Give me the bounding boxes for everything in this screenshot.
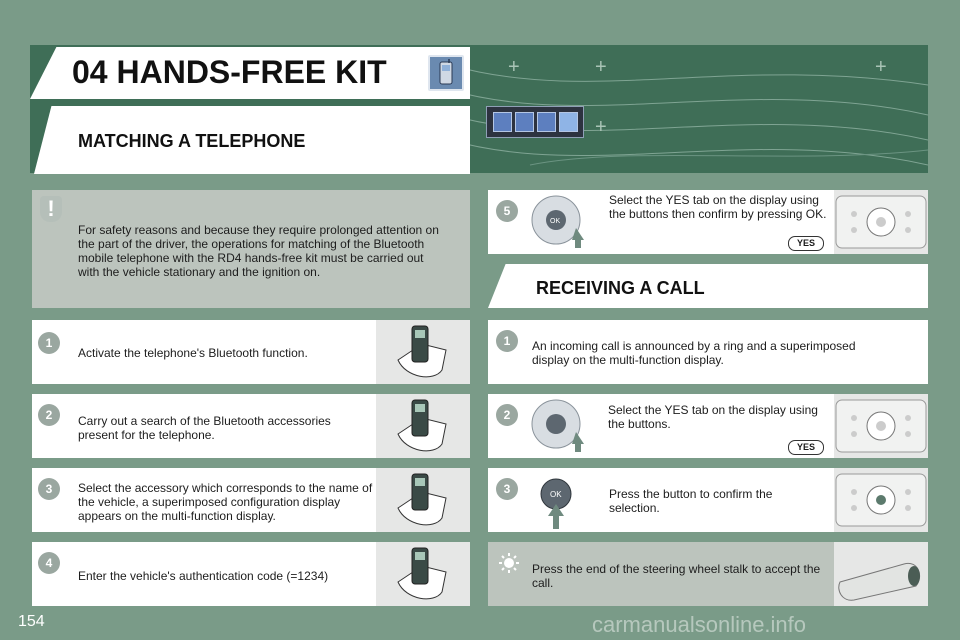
display-thumb (537, 112, 556, 132)
step-number-badge: 3 (38, 478, 60, 500)
watermark: carmanualsonline.info (592, 612, 807, 637)
matching-step-text: Activate the telephone's Bluetooth function. (78, 346, 308, 360)
section-title-receiving: RECEIVING A CALL (536, 278, 705, 298)
ok-button-icon (536, 472, 576, 532)
receiving-step-text: Select the YES tab on the display using the buttons. (608, 403, 818, 431)
step-number-badge: 3 (496, 478, 518, 500)
direction-pad-icon (528, 396, 588, 454)
section-title-matching: MATCHING A TELEPHONE (78, 131, 306, 151)
receiving-step-text: Press the button to confirm the selection. (609, 487, 773, 515)
svg-text:+: + (595, 116, 607, 138)
control-panel-illustration (834, 468, 928, 532)
steering-stalk-illustration (834, 542, 928, 606)
step-number-badge: 2 (496, 404, 518, 426)
warning-text: For safety reasons and because they require prolonged attention on the part of the driver, the operations for matching of the Bluetooth mobile telephone with the RD4 hands-free kit must be carried out with the vehicle stationary and the ignition on. (78, 223, 439, 279)
control-panel-illustration (834, 190, 928, 254)
svg-text:+: + (595, 56, 607, 78)
receiving-step-text: An incoming call is announced by a ring and a superimposed display on the multi-function display. (532, 339, 856, 367)
hand-phone-illustration (376, 320, 470, 384)
page-title: 04 HANDS-FREE KIT (72, 54, 387, 90)
matching-step-text: Select the accessory which corresponds to the name of the vehicle, a superimposed configuration display appears on the multi-function display. (78, 481, 373, 523)
step-number-badge: 4 (38, 552, 60, 574)
svg-text:OK: OK (550, 218, 561, 225)
svg-text:+: + (875, 56, 887, 78)
matching-step-text: Enter the vehicle's authentication code (=1234) (78, 569, 329, 583)
svg-text:OK: OK (550, 490, 562, 499)
step-number-badge: 1 (38, 332, 60, 354)
tip-text: Press the end of the steering wheel stalk to accept the call. (532, 562, 821, 590)
direction-pad-icon (528, 192, 588, 250)
step-number-badge: 1 (496, 330, 518, 352)
control-panel-illustration (834, 394, 928, 458)
display-thumb (515, 112, 534, 132)
phone-icon (428, 55, 464, 91)
yes-tab-badge: YES (788, 236, 824, 251)
yes-tab-badge: YES (788, 440, 824, 455)
hand-phone-illustration (376, 542, 470, 606)
page-number: 154 (18, 613, 45, 630)
display-thumb (559, 112, 578, 132)
step-number-badge: 5 (496, 200, 518, 222)
hand-phone-illustration (376, 394, 470, 458)
step-number-badge: 2 (38, 404, 60, 426)
display-thumb (493, 112, 512, 132)
matching-step-text: Carry out a search of the Bluetooth accessories present for the telephone. (78, 414, 331, 442)
warning-icon: ! (40, 196, 62, 222)
sun-icon (498, 552, 520, 574)
hand-phone-illustration (376, 468, 470, 532)
step5-text: Select the YES tab on the display using the buttons then confirm by pressing OK. (609, 193, 827, 221)
svg-text:+: + (508, 56, 520, 78)
display-thumbnail-strip (486, 106, 584, 138)
